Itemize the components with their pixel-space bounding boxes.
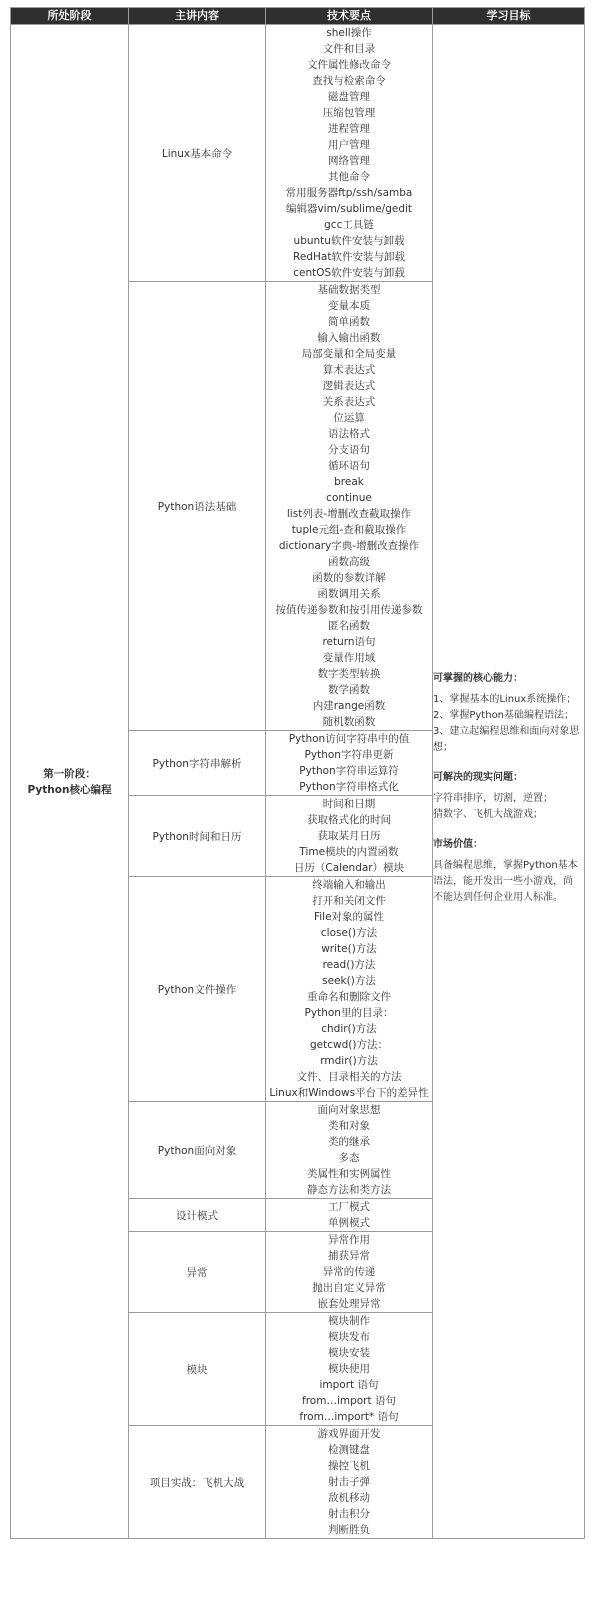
point-item: read()方法 xyxy=(322,959,376,971)
module-title: 设计模式 xyxy=(129,1199,266,1232)
point-item: 逻辑表达式 xyxy=(322,380,376,392)
header-points: 技术要点 xyxy=(266,8,433,25)
point-item: 文件、目录相关的方法 xyxy=(296,1071,402,1083)
point-item: 敌机移动 xyxy=(328,1492,370,1504)
module-title: Python时间和日历 xyxy=(129,796,266,877)
point-item: 重命名和删除文件 xyxy=(307,991,391,1003)
point-item: 简单函数 xyxy=(328,316,370,328)
point-item: from…import 语句 xyxy=(302,1395,396,1407)
point-item: 文件和目录 xyxy=(322,43,376,55)
table-body xyxy=(11,25,585,1539)
module-title: 异常 xyxy=(129,1232,266,1313)
point-item: 射击子弹 xyxy=(328,1476,370,1488)
goals-problems-item: 字符串排序，切割，逆置； xyxy=(433,793,553,804)
point-item: 获取某月日历 xyxy=(317,830,381,842)
module-title: 模块 xyxy=(129,1313,266,1426)
point-item: return语句 xyxy=(322,636,376,648)
point-item: 类的继承 xyxy=(328,1136,370,1148)
point-item: 输入输出函数 xyxy=(317,332,381,344)
point-item: 捕获异常 xyxy=(328,1250,370,1262)
point-item: 算术表达式 xyxy=(322,364,376,376)
point-item: Linux和Windows平台下的差异性 xyxy=(269,1087,429,1099)
point-item: 数字类型转换 xyxy=(317,668,381,680)
point-item: 嵌套处理异常 xyxy=(317,1298,381,1310)
point-item: 终端输入和输出 xyxy=(312,879,386,891)
point-item: shell操作 xyxy=(326,27,372,39)
table-row xyxy=(11,25,585,282)
point-item: 异常作用 xyxy=(328,1234,370,1246)
point-item: RedHat软件安装与卸载 xyxy=(293,251,405,263)
point-item: Time模块的内置函数 xyxy=(299,846,399,858)
point-item: 时间和日期 xyxy=(322,798,376,810)
point-item: 函数高级 xyxy=(328,556,370,568)
point-item: 函数的参数详解 xyxy=(312,572,386,584)
module-points xyxy=(266,1426,433,1539)
goals-problems-title: 可解决的现实问题： xyxy=(433,772,523,783)
goals-core-item: 1、掌握基本的Linux系统操作； xyxy=(433,694,577,705)
point-item: 变量作用域 xyxy=(322,652,376,664)
point-item: 基础数据类型 xyxy=(317,284,381,296)
point-item: 判断胜负 xyxy=(328,1524,370,1536)
point-item: 数学函数 xyxy=(328,684,370,696)
goals-market-text: 具备编程思维，掌握Python基本语法，能开发出一些小游戏，尚不能达到任何企业用人标准。 xyxy=(433,860,578,903)
module-title: Python语法基础 xyxy=(129,282,266,731)
stage-line1: 第一阶段： xyxy=(43,767,96,780)
point-item: 模块使用 xyxy=(328,1363,370,1375)
point-item: File对象的属性 xyxy=(313,911,385,923)
point-item: 匿名函数 xyxy=(328,620,370,632)
point-item: from…import* 语句 xyxy=(299,1411,399,1423)
point-item: 面向对象思想 xyxy=(317,1104,381,1116)
point-item: 类属性和实例属性 xyxy=(307,1168,391,1180)
stage-cell xyxy=(11,25,129,1539)
point-item: 检测键盘 xyxy=(328,1444,370,1456)
point-item: 查找与检索命令 xyxy=(312,75,386,87)
point-item: 变量本质 xyxy=(328,300,370,312)
goals-problems-item: 猜数字、飞机大战游戏； xyxy=(433,809,543,820)
point-item: dictionary字典-增删改查操作 xyxy=(278,540,420,552)
point-item: 模块安装 xyxy=(328,1347,370,1359)
point-item: Python字符串格式化 xyxy=(299,781,399,793)
module-title: Python面向对象 xyxy=(129,1102,266,1199)
curriculum-table-wrapper xyxy=(10,7,584,1539)
point-item: Python字符串更新 xyxy=(304,749,394,761)
point-item: 分支语句 xyxy=(328,444,370,456)
point-item: 异常的传递 xyxy=(322,1266,376,1278)
module-points xyxy=(266,282,433,731)
point-item: 日历（Calendar）模块 xyxy=(293,862,405,874)
point-item: Python访问字符串中的值 xyxy=(288,733,410,745)
point-item: centOS软件安装与卸载 xyxy=(293,267,405,279)
point-item: import 语句 xyxy=(319,1379,379,1391)
point-item: 函数调用关系 xyxy=(317,588,381,600)
header-goals: 学习目标 xyxy=(433,8,585,25)
point-item: ubuntu软件安装与卸载 xyxy=(293,235,405,247)
point-item: continue xyxy=(326,492,372,504)
goals-core-title: 可掌握的核心能力： xyxy=(433,673,523,684)
point-item: 网络管理 xyxy=(328,155,370,167)
module-points xyxy=(266,1232,433,1313)
point-item: 磁盘管理 xyxy=(328,91,370,103)
point-item: seek()方法 xyxy=(322,975,376,987)
goals-core-item: 2、掌握Python基础编程语法； xyxy=(433,710,575,721)
module-points xyxy=(266,731,433,796)
module-points xyxy=(266,1102,433,1199)
point-item: break xyxy=(334,476,364,488)
point-item: 操控飞机 xyxy=(328,1460,370,1472)
point-item: 单例模式 xyxy=(328,1217,370,1229)
point-item: 用户管理 xyxy=(328,139,370,151)
point-item: 模块发布 xyxy=(328,1331,370,1343)
point-item: close()方法 xyxy=(320,927,378,939)
goals-core-item: 3、建立起编程思维和面向对象思想； xyxy=(433,726,580,753)
point-item: 循环语句 xyxy=(328,460,370,472)
stage-line2: Python核心编程 xyxy=(27,783,112,796)
curriculum-table xyxy=(10,7,585,1539)
point-item: 射击积分 xyxy=(328,1508,370,1520)
point-item: 游戏界面开发 xyxy=(317,1428,381,1440)
point-item: gcc工具链 xyxy=(324,219,374,231)
module-points xyxy=(266,1199,433,1232)
point-item: 局部变量和全局变量 xyxy=(301,348,397,360)
point-item: write()方法 xyxy=(321,943,377,955)
header-content: 主讲内容 xyxy=(129,8,266,25)
point-item: 按值传递参数和按引用传递参数 xyxy=(275,604,423,616)
point-item: chdir()方法 xyxy=(321,1023,377,1035)
point-item: tuple元组-查和截取操作 xyxy=(291,524,407,536)
module-points xyxy=(266,1313,433,1426)
point-item: 进程管理 xyxy=(328,123,370,135)
header-row xyxy=(11,8,585,25)
header-stage: 所处阶段 xyxy=(11,8,129,25)
point-item: rmdir()方法 xyxy=(320,1055,378,1067)
module-points xyxy=(266,796,433,877)
point-item: 编辑器vim/sublime/gedit xyxy=(285,203,413,215)
point-item: 获取格式化的时间 xyxy=(307,814,391,826)
point-item: 多态 xyxy=(338,1152,360,1164)
point-item: 静态方法和类方法 xyxy=(307,1184,391,1196)
module-title: Python文件操作 xyxy=(129,877,266,1102)
module-title: 项目实战：飞机大战 xyxy=(129,1426,266,1539)
point-item: 常用服务器ftp/ssh/samba xyxy=(285,187,413,199)
point-item: 关系表达式 xyxy=(322,396,376,408)
point-item: 语法格式 xyxy=(328,428,370,440)
point-item: Python里的目录： xyxy=(304,1007,394,1019)
module-title: Linux基本命令 xyxy=(129,25,266,282)
module-points xyxy=(266,877,433,1102)
point-item: getcwd()方法： xyxy=(310,1039,388,1051)
point-item: 内建range函数 xyxy=(312,700,386,712)
point-item: 打开和关闭文件 xyxy=(312,895,386,907)
point-item: 随机数函数 xyxy=(322,716,376,728)
point-item: 文件属性修改命令 xyxy=(307,59,391,71)
goals-cell xyxy=(433,25,585,1539)
point-item: list列表-增删改查截取操作 xyxy=(286,508,412,520)
goals-market-title: 市场价值： xyxy=(433,839,483,850)
point-item: 压缩包管理 xyxy=(322,107,376,119)
module-points xyxy=(266,25,433,282)
point-item: 其他命令 xyxy=(328,171,370,183)
point-item: 模块制作 xyxy=(328,1315,370,1327)
point-item: Python字符串运算符 xyxy=(299,765,399,777)
point-item: 位运算 xyxy=(333,412,365,424)
point-item: 工厂模式 xyxy=(328,1201,370,1213)
module-title: Python字符串解析 xyxy=(129,731,266,796)
point-item: 抛出自定义异常 xyxy=(312,1282,386,1294)
point-item: 类和对象 xyxy=(328,1120,370,1132)
